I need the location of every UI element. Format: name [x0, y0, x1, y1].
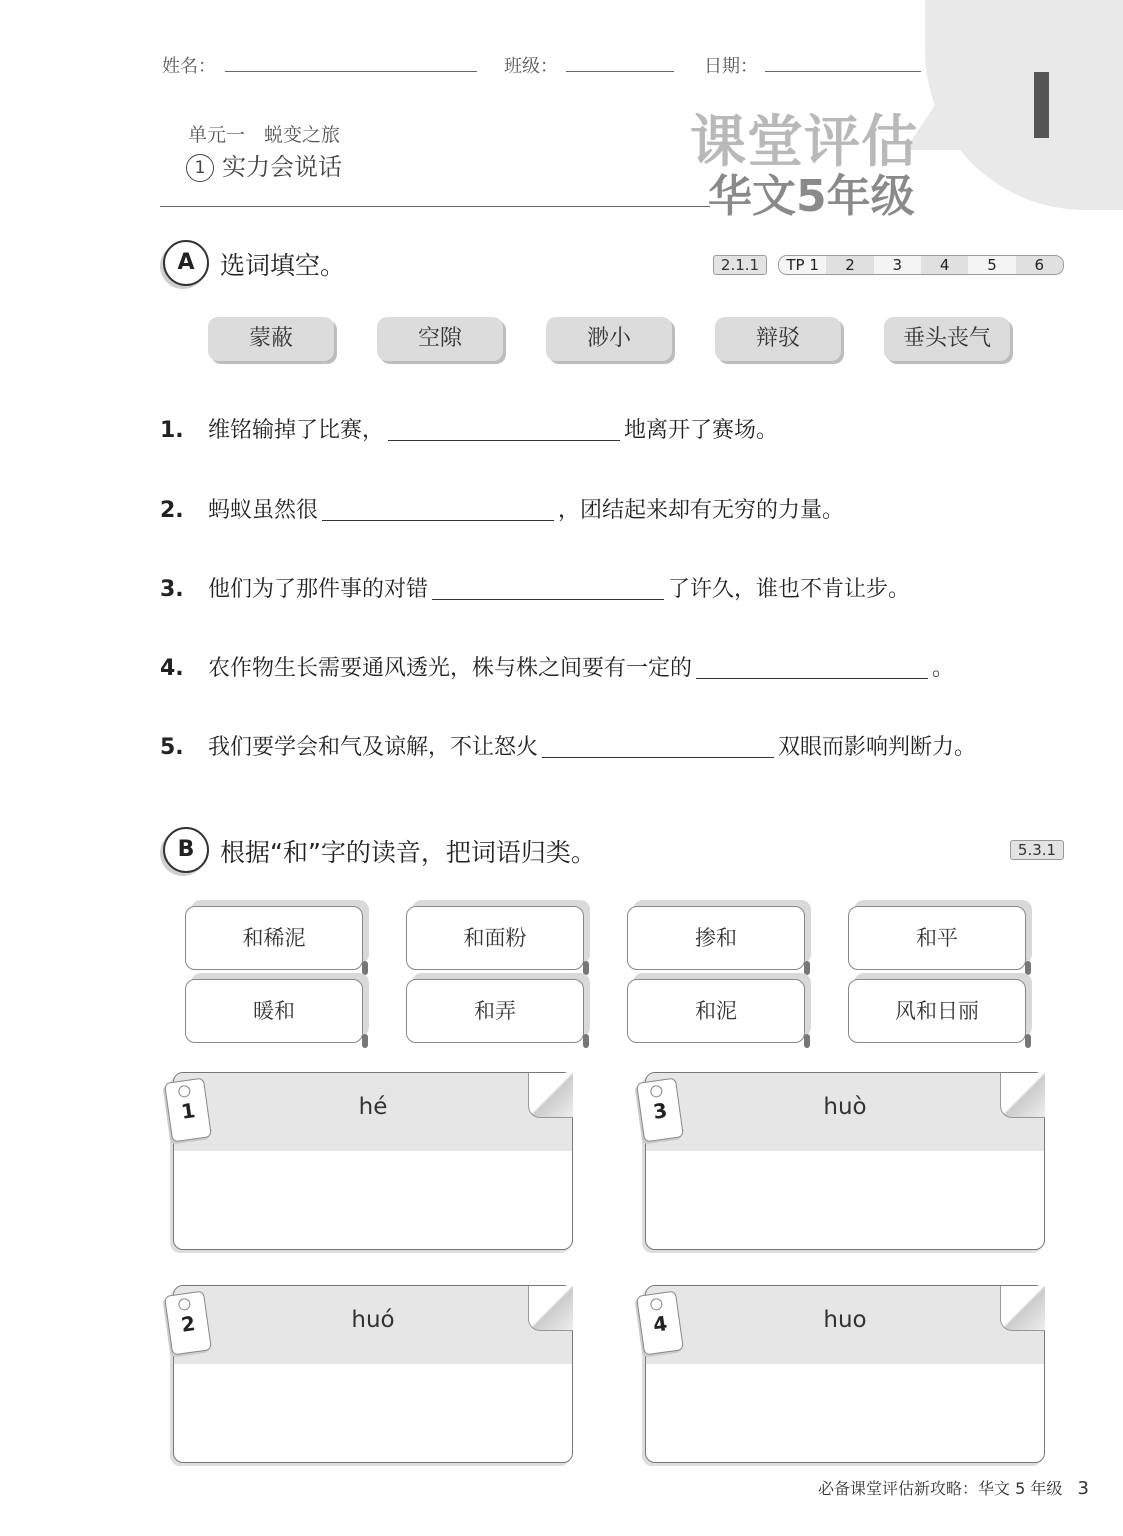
word-card: 暖和	[185, 979, 363, 1043]
tp-level: 3	[874, 256, 921, 274]
lesson-title-text: 实力会说话	[222, 153, 342, 181]
word-option: 蒙蔽	[208, 317, 334, 361]
header-divider	[160, 206, 710, 207]
class-field[interactable]	[566, 71, 674, 72]
question-3	[160, 572, 910, 603]
class-label: 班级：	[504, 56, 558, 77]
section-b-badge: B	[163, 827, 209, 873]
page-number: 3	[1077, 1478, 1089, 1499]
page-curl-decoration	[528, 1073, 573, 1118]
tp-level: 6	[1016, 256, 1063, 274]
question-number: 2.	[160, 498, 184, 523]
section-a-badge: A	[163, 240, 209, 286]
question-4	[160, 651, 954, 682]
question-number: 5.	[160, 735, 184, 760]
question-text: 地离开了赛场。	[624, 418, 779, 443]
pinyin-group-3	[645, 1072, 1045, 1250]
pinyin-label: huo	[646, 1286, 1044, 1364]
page-subtitle: 华文5年级	[708, 171, 915, 222]
question-text: 双眼而影响判断力。	[778, 735, 977, 760]
tp-scale	[778, 255, 1064, 275]
tp-level: 4	[921, 256, 968, 274]
pinyin-label: hé	[174, 1073, 572, 1151]
page-curl-decoration	[1000, 1073, 1045, 1118]
name-label: 姓名：	[162, 56, 216, 77]
pinyin-group-1	[173, 1072, 573, 1250]
question-text: ，团结起来却有无穷的力量。	[558, 498, 845, 523]
word-card: 和泥	[627, 979, 805, 1043]
section-b-title: 根据“和”字的读音，把词语归类。	[220, 838, 596, 867]
question-text: 农作物生长需要通风透光，株与株之间要有一定的	[208, 656, 693, 681]
word-card: 掺和	[627, 906, 805, 970]
pinyin-group-4	[645, 1285, 1045, 1463]
pinyin-group-2	[173, 1285, 573, 1463]
section-a-code: 2.1.1	[713, 255, 767, 275]
answer-area[interactable]	[646, 1364, 1044, 1462]
question-text: 他们为了那件事的对错	[208, 577, 429, 602]
answer-blank[interactable]	[388, 416, 620, 441]
word-option: 空隙	[377, 317, 503, 361]
word-card: 和弄	[406, 979, 584, 1043]
section-a-title: 选词填空。	[220, 251, 346, 280]
question-1	[160, 413, 778, 444]
lesson-number: 1	[186, 154, 214, 182]
answer-blank[interactable]	[542, 733, 774, 758]
question-text: 。	[932, 656, 955, 681]
word-card: 和平	[848, 906, 1026, 970]
word-card: 和稀泥	[185, 906, 363, 970]
page-title: 课堂评估	[690, 110, 918, 175]
tp-level: 5	[968, 256, 1015, 274]
question-text: 我们要学会和气及谅解，不让怒火	[208, 735, 539, 760]
date-field[interactable]	[765, 71, 921, 72]
word-option: 辩驳	[715, 317, 841, 361]
tp-level: TP 1	[779, 256, 826, 274]
section-b-code: 5.3.1	[1010, 840, 1064, 860]
question-5	[160, 730, 976, 761]
name-field[interactable]	[225, 71, 477, 72]
lesson-title	[186, 147, 342, 182]
group-number-tag: 4	[636, 1291, 684, 1356]
question-number: 4.	[160, 656, 184, 681]
answer-blank[interactable]	[696, 654, 928, 679]
answer-area[interactable]	[174, 1364, 572, 1462]
word-option: 渺小	[546, 317, 672, 361]
unit-title: 单元一 蜕变之旅	[188, 124, 341, 146]
group-number-tag: 3	[636, 1078, 684, 1143]
question-number: 1.	[160, 418, 184, 443]
footer-text: 必备课堂评估新攻略：华文 5 年级	[818, 1479, 1063, 1498]
question-2	[160, 493, 844, 524]
volume-mark	[1034, 72, 1049, 138]
word-card: 风和日丽	[848, 979, 1026, 1043]
question-text: 了许久，谁也不肯让步。	[668, 577, 911, 602]
answer-blank[interactable]	[432, 575, 664, 600]
answer-area[interactable]	[174, 1151, 572, 1249]
question-text: 蚂蚁虽然很	[208, 498, 319, 523]
page-curl-decoration	[528, 1286, 573, 1331]
pinyin-label: huó	[174, 1286, 572, 1364]
question-text: 维铭输掉了比赛，	[208, 418, 385, 443]
word-card: 和面粉	[406, 906, 584, 970]
answer-blank[interactable]	[322, 496, 554, 521]
tp-level: 2	[826, 256, 873, 274]
date-label: 日期：	[704, 56, 758, 77]
question-number: 3.	[160, 577, 184, 602]
word-option: 垂头丧气	[884, 317, 1010, 361]
group-number-tag: 1	[164, 1078, 212, 1143]
page-curl-decoration	[1000, 1286, 1045, 1331]
answer-area[interactable]	[646, 1151, 1044, 1249]
group-number-tag: 2	[164, 1291, 212, 1356]
page-footer	[818, 1476, 1089, 1499]
pinyin-label: huò	[646, 1073, 1044, 1151]
